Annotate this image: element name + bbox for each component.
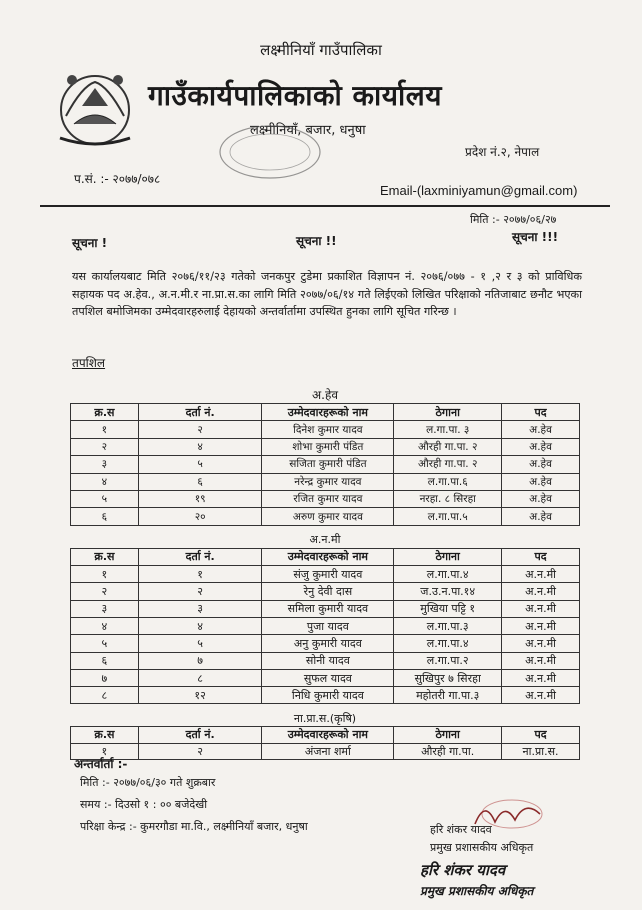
cell-name: शोभा कुमारी पंडित bbox=[262, 438, 394, 455]
municipality-name: लक्ष्मीनियाँ गाउँपालिका bbox=[260, 41, 382, 59]
table-row bbox=[71, 566, 580, 583]
cell-name: निधि कुमारी यादव bbox=[262, 687, 394, 704]
cell-post: अ.न.मी bbox=[502, 583, 580, 600]
cell-post: अ.हेव bbox=[502, 490, 580, 507]
col-header-reg: दर्ता नं. bbox=[138, 548, 262, 565]
reference-number: प.सं. :- २०७७/०७८ bbox=[74, 172, 161, 186]
cell-sn: ५ bbox=[71, 490, 139, 507]
col-header-sn: क्र.स bbox=[71, 727, 139, 744]
cell-reg: ७ bbox=[138, 652, 262, 669]
section-title: ना.प्रा.स.(कृषि) bbox=[293, 711, 357, 725]
office-address: लक्ष्मीनियाँ, बजार, धनुषा bbox=[250, 123, 366, 138]
cell-reg: ४ bbox=[138, 438, 262, 455]
table-row bbox=[71, 473, 580, 490]
cell-name: सोनी यादव bbox=[262, 652, 394, 669]
signatory-stamp-title: प्रमुख प्रशासकीय अधिकृत bbox=[420, 884, 534, 898]
cell-reg: ५ bbox=[138, 456, 262, 473]
cell-name: दिनेश कुमार यादव bbox=[262, 421, 394, 438]
notice-heading-right: सूचना !!! bbox=[512, 230, 559, 244]
cell-sn: ६ bbox=[71, 652, 139, 669]
cell-sn: ४ bbox=[71, 617, 139, 634]
table-row bbox=[71, 421, 580, 438]
cell-sn: २ bbox=[71, 583, 139, 600]
cell-sn: १ bbox=[71, 743, 139, 760]
nepal-emblem-logo bbox=[52, 66, 138, 148]
email: Email-(laxminiyamun@gmail.com) bbox=[380, 183, 578, 198]
cell-address: ल.गा.पा.४ bbox=[394, 566, 502, 583]
cell-post: अ.हेव bbox=[502, 508, 580, 525]
cell-post: अ.न.मी bbox=[502, 652, 580, 669]
section-title: अ.न.मी bbox=[309, 532, 341, 546]
table-row bbox=[71, 617, 580, 634]
cell-post: अ.न.मी bbox=[502, 669, 580, 686]
table-row bbox=[71, 743, 580, 760]
col-header-sn: क्र.स bbox=[71, 548, 139, 565]
office-stamp bbox=[215, 122, 325, 180]
cell-address: औरही गा.पा. २ bbox=[394, 438, 502, 455]
cell-post: अ.हेव bbox=[502, 456, 580, 473]
table-body bbox=[71, 421, 580, 525]
col-header-name: उम्मेदवारहरूको नाम bbox=[262, 727, 394, 744]
cell-reg: २ bbox=[138, 743, 262, 760]
cell-post: अ.हेव bbox=[502, 421, 580, 438]
cell-reg: २ bbox=[138, 421, 262, 438]
cell-reg: ८ bbox=[138, 669, 262, 686]
cell-reg: १ bbox=[138, 566, 262, 583]
notice-heading-center: सूचना !! bbox=[296, 234, 337, 248]
col-header-post: पद bbox=[502, 727, 580, 744]
candidate-table-ahev bbox=[70, 386, 580, 526]
table-row bbox=[71, 687, 580, 704]
cell-address: ज.उ.न.पा.१४ bbox=[394, 583, 502, 600]
col-header-name: उम्मेदवारहरूको नाम bbox=[262, 404, 394, 421]
cell-reg: १२ bbox=[138, 687, 262, 704]
col-header-reg: दर्ता नं. bbox=[138, 727, 262, 744]
cell-address: मुखिया पट्टि १ bbox=[394, 600, 502, 617]
table-row bbox=[71, 438, 580, 455]
cell-post: ना.प्रा.स. bbox=[502, 743, 580, 760]
cell-post: अ.न.मी bbox=[502, 566, 580, 583]
cell-address: ल.गा.पा.२ bbox=[394, 652, 502, 669]
col-header-post: पद bbox=[502, 404, 580, 421]
cell-name: अरुण कुमार यादव bbox=[262, 508, 394, 525]
cell-name: अंजना शर्मा bbox=[262, 743, 394, 760]
cell-reg: ४ bbox=[138, 617, 262, 634]
cell-reg: २० bbox=[138, 508, 262, 525]
cell-address: ल.गा.पा.४ bbox=[394, 635, 502, 652]
cell-address: महोतरी गा.पा.३ bbox=[394, 687, 502, 704]
cell-sn: २ bbox=[71, 438, 139, 455]
cell-name: रेनु देवी दास bbox=[262, 583, 394, 600]
notice-body: यस कार्यालयबाट मिति २०७६/११/२३ गतेको जनकपुर टुडेमा प्रकाशित विज्ञापन नं. २०७६/०७७ - १ ,२ र ३ को प्राविधिक सहायक पद अ.हेव., अ.न.मी.र ना.प्रा.स.का लागि मिति २०७७/०६/१४ गते लिईएको लिखित परिक्षाको नतिजाबाट छनौट भएका तपशिल बमोजिमका उम्मेदवारहरुलाई देहायको अन्तर्वार्तामा उपस्थित हुनका लागि सूचित गरिन्छ । bbox=[72, 270, 582, 318]
cell-address: औरही गा.पा. २ bbox=[394, 456, 502, 473]
cell-address: नरहा. ८ सिरहा bbox=[394, 490, 502, 507]
cell-address: ल.गा.पा.६ bbox=[394, 473, 502, 490]
cell-sn: ६ bbox=[71, 508, 139, 525]
table-row bbox=[71, 669, 580, 686]
candidate-table-napras bbox=[70, 710, 580, 760]
cell-sn: ३ bbox=[71, 456, 139, 473]
col-header-post: पद bbox=[502, 548, 580, 565]
cell-sn: ५ bbox=[71, 635, 139, 652]
cell-sn: १ bbox=[71, 421, 139, 438]
table-row bbox=[71, 652, 580, 669]
cell-reg: २ bbox=[138, 583, 262, 600]
interview-date: मिति :- २०७७/०६/३० गते शुक्रबार bbox=[80, 776, 216, 789]
cell-post: अ.न.मी bbox=[502, 600, 580, 617]
cell-sn: ७ bbox=[71, 669, 139, 686]
cell-post: अ.न.मी bbox=[502, 635, 580, 652]
table-row bbox=[71, 456, 580, 473]
cell-sn: ३ bbox=[71, 600, 139, 617]
cell-reg: ३ bbox=[138, 600, 262, 617]
cell-name: सुफल यादव bbox=[262, 669, 394, 686]
details-label: तपशिल bbox=[72, 356, 106, 370]
cell-address: ल.गा.पा. ३ bbox=[394, 421, 502, 438]
signatory-stamp-name: हरि शंकर यादव bbox=[420, 861, 506, 879]
cell-name: पुजा यादव bbox=[262, 617, 394, 634]
cell-post: अ.न.मी bbox=[502, 617, 580, 634]
signatory-name: हरि शंकर यादव bbox=[430, 823, 492, 836]
signatory-title: प्रमुख प्रशासकीय अधिकृत bbox=[430, 841, 534, 854]
interview-time: समय :- दिउसो १ : ०० बजेदेखी bbox=[80, 798, 208, 811]
cell-post: अ.हेव bbox=[502, 438, 580, 455]
cell-address: ल.गा.पा.३ bbox=[394, 617, 502, 634]
table-body bbox=[71, 743, 580, 760]
cell-post: अ.न.मी bbox=[502, 687, 580, 704]
table-row bbox=[71, 490, 580, 507]
interview-center: परिक्षा केन्द्र :- कुमरगौडा मा.वि., लक्ष्मीनियाँ बजार, धनुषा bbox=[80, 820, 308, 833]
candidate-table-anm bbox=[70, 531, 580, 704]
cell-reg: ६ bbox=[138, 473, 262, 490]
table-row bbox=[71, 600, 580, 617]
cell-name: रजित कुमार यादव bbox=[262, 490, 394, 507]
cell-sn: १ bbox=[71, 566, 139, 583]
cell-name: नरेन्द्र कुमार यादव bbox=[262, 473, 394, 490]
col-header-sn: क्र.स bbox=[71, 404, 139, 421]
cell-name: समिला कुमारी यादव bbox=[262, 600, 394, 617]
cell-name: अनु कुमारी यादव bbox=[262, 635, 394, 652]
cell-address: ल.गा.पा.५ bbox=[394, 508, 502, 525]
cell-post: अ.हेव bbox=[502, 473, 580, 490]
cell-reg: १९ bbox=[138, 490, 262, 507]
cell-name: सजिता कुमारी पंडित bbox=[262, 456, 394, 473]
interview-label: अन्तर्वार्ता :- bbox=[74, 757, 128, 771]
province: प्रदेश नं.२, नेपाल bbox=[465, 145, 540, 159]
notice-heading-left: सूचना ! bbox=[72, 236, 108, 250]
col-header-name: उम्मेदवारहरूको नाम bbox=[262, 548, 394, 565]
header-divider bbox=[40, 205, 610, 207]
notice-date: मिति :- २०७७/०६/२७ bbox=[470, 213, 557, 226]
table-row bbox=[71, 583, 580, 600]
col-header-address: ठेगाना bbox=[394, 404, 502, 421]
table-body bbox=[71, 566, 580, 704]
cell-address: सुखिपुर ७ सिरहा bbox=[394, 669, 502, 686]
cell-reg: ५ bbox=[138, 635, 262, 652]
table-row bbox=[71, 508, 580, 525]
col-header-address: ठेगाना bbox=[394, 548, 502, 565]
cell-sn: ८ bbox=[71, 687, 139, 704]
section-title: अ.हेव bbox=[311, 388, 339, 402]
cell-name: संजु कुमारी यादव bbox=[262, 566, 394, 583]
office-title: गाउँकार्यपालिकाको कार्यालय bbox=[148, 79, 442, 112]
cell-address: औरही गा.पा. bbox=[394, 743, 502, 760]
col-header-reg: दर्ता नं. bbox=[138, 404, 262, 421]
col-header-address: ठेगाना bbox=[394, 727, 502, 744]
table-row bbox=[71, 635, 580, 652]
cell-sn: ४ bbox=[71, 473, 139, 490]
